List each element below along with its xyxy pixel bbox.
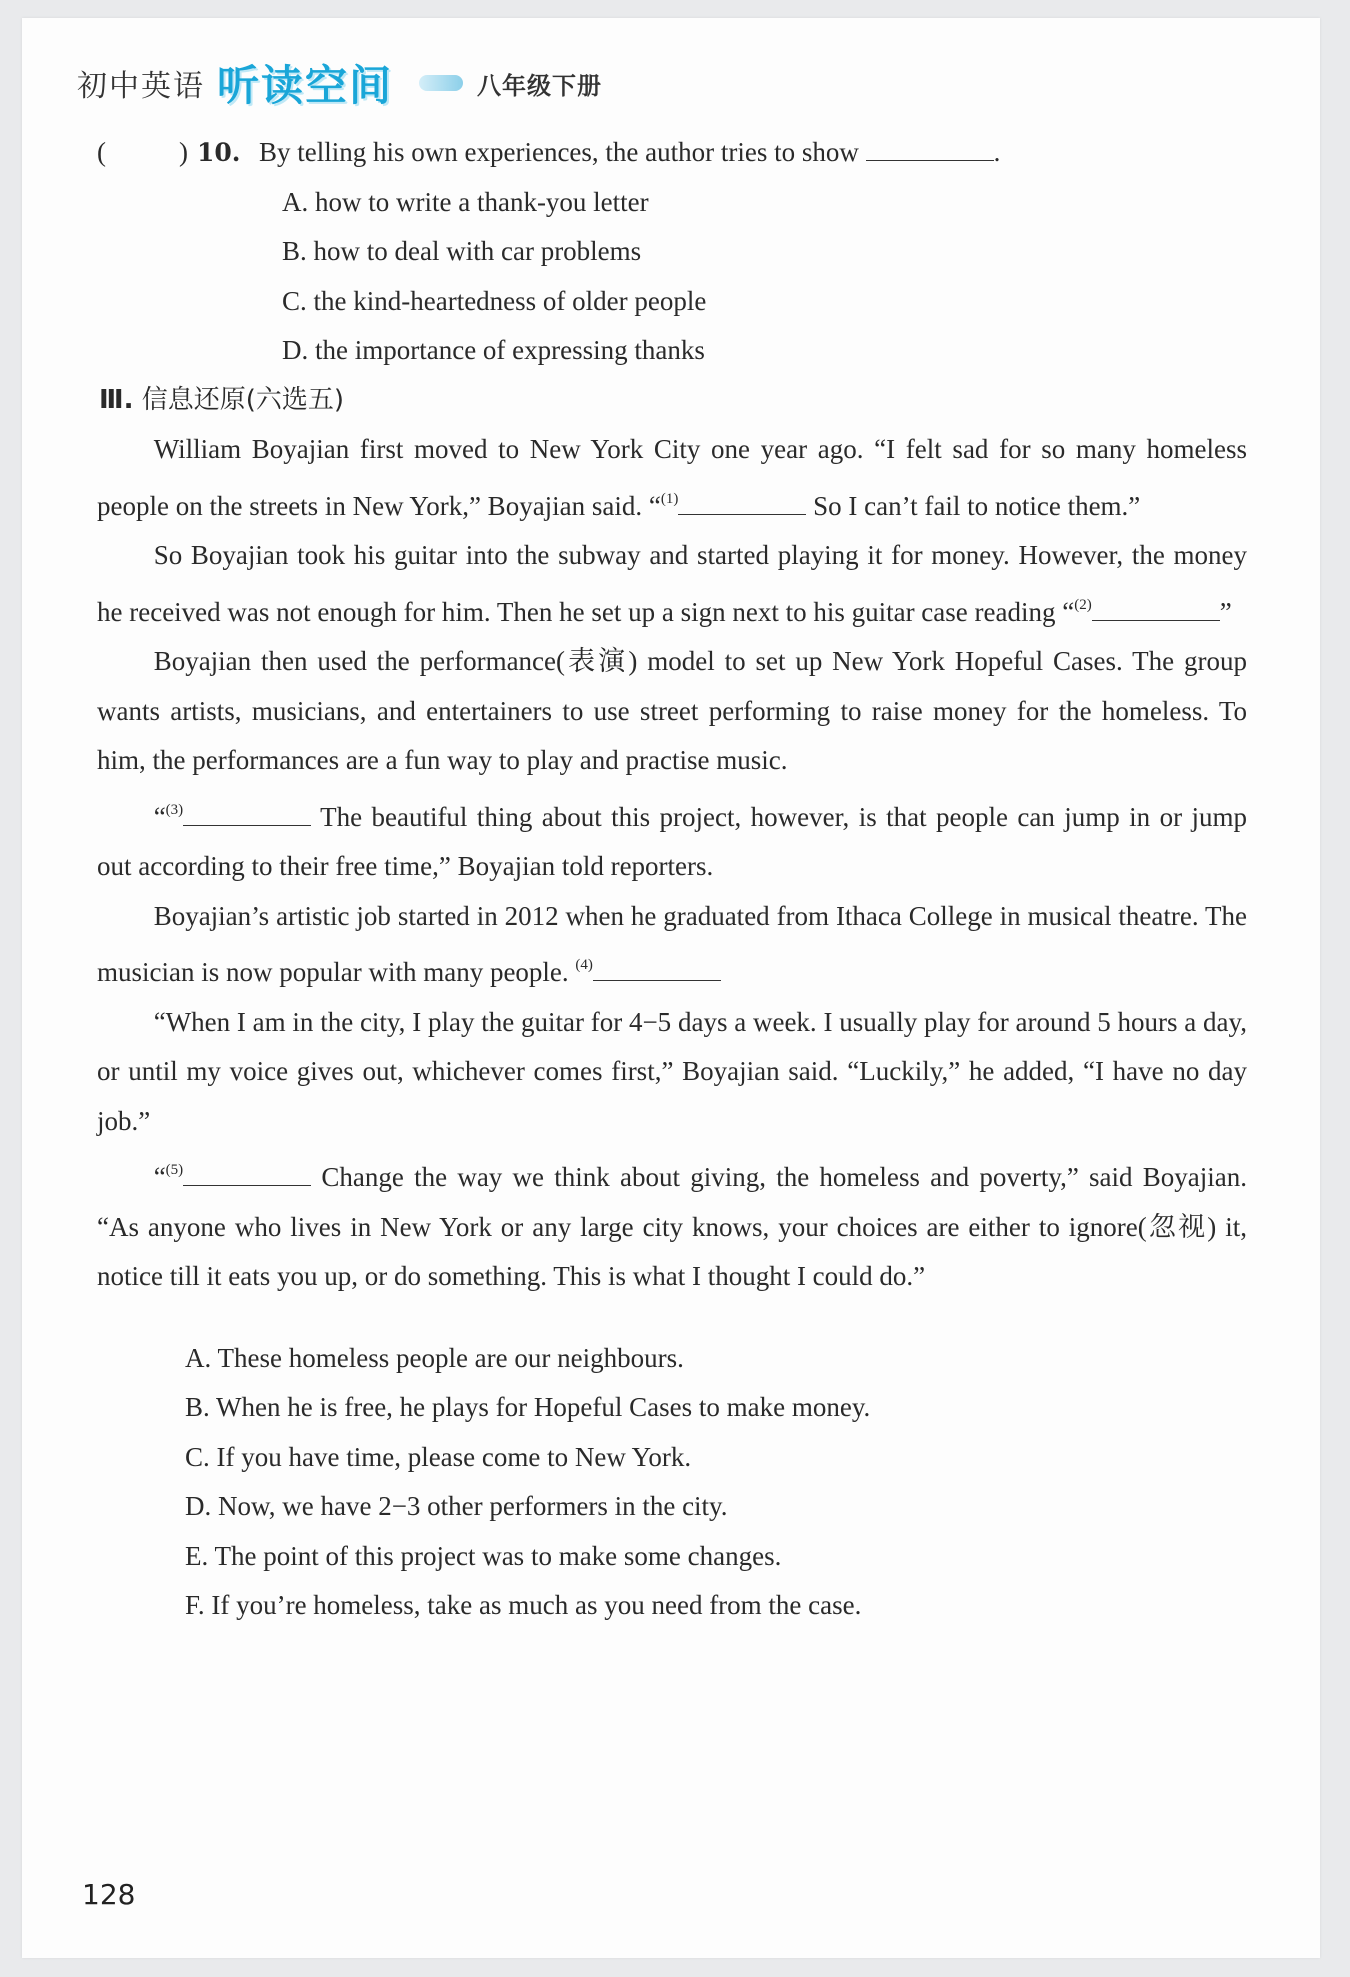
paragraph-text: “ — [153, 801, 166, 832]
question-stem: By telling his own experiences, the author tries to show — [259, 137, 859, 167]
option-c: C. the kind-heartedness of older people — [282, 285, 707, 316]
page-header — [77, 48, 602, 118]
paragraph-text: Boyajian’s artistic job started in 2012 when he graduated from Ithaca College in musical theatre. The musician is now popular with many people. — [97, 900, 1247, 987]
question-number: 10. — [197, 138, 241, 167]
section-numeral: Ⅲ. — [99, 384, 134, 415]
page-content — [97, 128, 1247, 1631]
blank-number: (3) — [165, 801, 184, 818]
answer-bracket-close: ) — [179, 137, 188, 167]
answer-blank — [593, 950, 721, 981]
answer-blank — [183, 795, 311, 826]
question-10 — [97, 128, 1247, 178]
option-b: B. how to deal with car problems — [282, 236, 642, 266]
answer-blank — [1092, 590, 1220, 621]
answer-bracket-open: ( — [97, 137, 106, 167]
answer-blank — [183, 1155, 311, 1186]
paragraph-5 — [97, 892, 1247, 998]
paragraph-4 — [97, 786, 1247, 892]
choice-a: A. These homeless people are our neighbours. — [185, 1342, 684, 1373]
question-stem-line — [259, 128, 1000, 178]
page-number: 128 — [82, 1878, 136, 1911]
paragraph-7 — [97, 1146, 1247, 1302]
paragraph-text: So Boyajian took his guitar into the subway and started playing it for money. However, the money he received was not enough for him. Then he set up a sign next to his guitar case reading “ — [97, 540, 1247, 627]
question-end: . — [993, 137, 1001, 167]
blank-number: (5) — [165, 1162, 184, 1178]
paragraph-text: Change the way we think about giving, the homeless and poverty,” said Boyajian. “As anyone who lives in New York or any large city knows, your choices are either to ignore(忽视) it, notice till it eats you up, or do something. This is what I thought I could do.” — [97, 1162, 1247, 1291]
blank-number: (1) — [660, 490, 679, 507]
brand-logo: 听读空间 — [217, 61, 394, 110]
paragraph-2 — [97, 531, 1247, 637]
choice-f: F. If you’re homeless, take as much as you need from the case. — [185, 1590, 862, 1620]
workbook-page — [22, 18, 1320, 1958]
paragraph-text: William Boyajian first moved to New York City one year ago. “I felt sad for so many homeless people on the streets in New York,” Boyajian said. “ — [97, 434, 1247, 521]
paragraph-text: “ — [153, 1162, 166, 1192]
paragraph-text: ” — [1219, 596, 1232, 627]
blank-number: (2) — [1074, 596, 1092, 613]
choice-list — [97, 1334, 1247, 1631]
paragraph-text: So I can’t fail to notice them.” — [806, 490, 1141, 521]
paragraph-3: Boyajian then used the performance(表演) model to set up New York Hopeful Cases. The group wants artists, musicians, and entertainers to use street performing to raise money for the homeless. To him, the performances are a fun way to play and practise music. — [97, 646, 1247, 775]
choice-b: B. When he is free, he plays for Hopeful Cases to make money. — [185, 1392, 871, 1422]
blank-number: (4) — [575, 957, 593, 973]
option-a: A. how to write a thank-you letter — [282, 186, 649, 217]
choice-e: E. The point of this project was to make some changes. — [185, 1540, 782, 1571]
grade-label: 八年级下册 — [477, 71, 603, 100]
section-title: 信息还原(六选五) — [141, 384, 345, 415]
paragraph-1 — [97, 425, 1247, 531]
answer-blank — [866, 130, 994, 161]
option-d: D. the importance of expressing thanks — [282, 335, 705, 365]
choice-c: C. If you have time, please come to New York. — [185, 1441, 692, 1472]
choice-d: D. Now, we have 2−3 other performers in the city. — [185, 1491, 728, 1521]
section-heading — [99, 376, 1247, 426]
header-decoration-icon — [419, 75, 463, 91]
answer-blank — [678, 484, 806, 515]
series-name: 初中英语 — [77, 69, 205, 104]
paragraph-6: “When I am in the city, I play the guitar for 4−5 days a week. I usually play for around 5 hours a day, or until my voice gives out, whichever comes first,” Boyajian said. “Luckily,” he added, “I have no day job.” — [97, 1006, 1247, 1136]
paragraph-text: The beautiful thing about this project, however, is that people can jump in or jump out according to their free time,” Boyajian told reporters. — [97, 801, 1247, 881]
